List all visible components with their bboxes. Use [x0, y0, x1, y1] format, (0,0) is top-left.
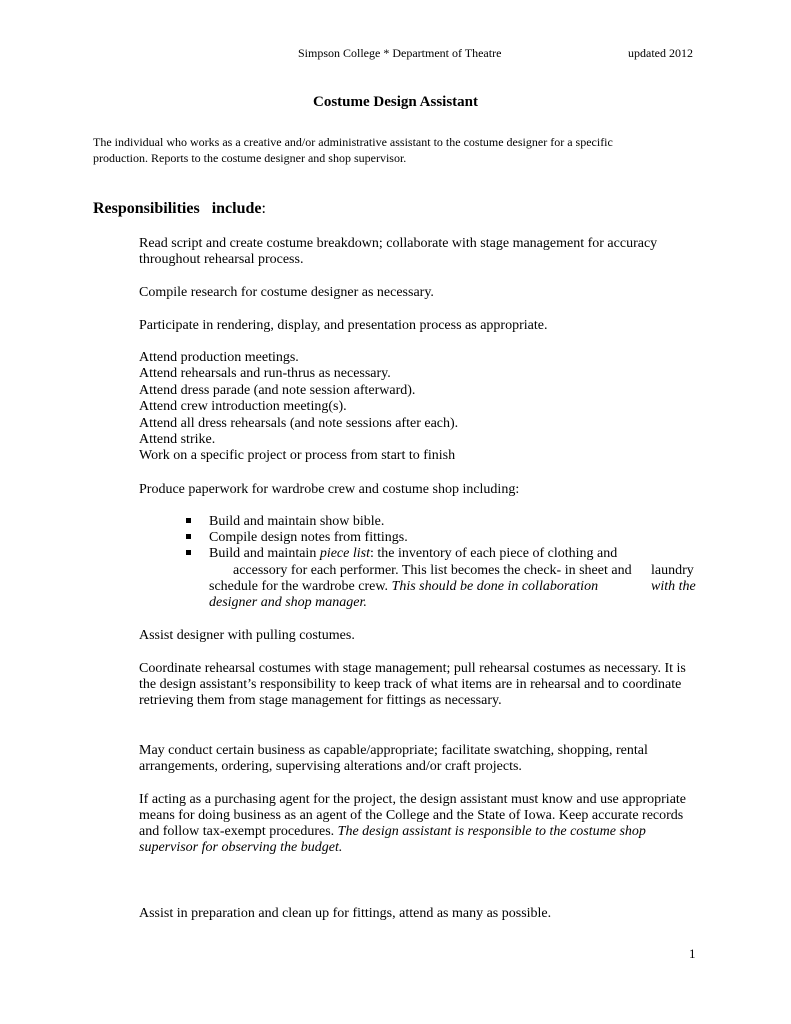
responsibilities-word: Responsibilities [93, 200, 200, 217]
bullet-square-icon [186, 550, 191, 555]
paperwork-intro: Produce paperwork for wardrobe crew and costume shop including: [139, 482, 520, 497]
participate-rendering: Participate in rendering, display, and presentation process as appropriate. [139, 318, 548, 333]
page-title: Costume Design Assistant [312, 94, 478, 110]
attend-item: Attend rehearsals and run-thrus as necessary. [139, 366, 391, 381]
business-line-1: May conduct certain business as capable/appropriate; facilitate swatching, shopping, rental [139, 743, 648, 758]
business-line-2: arrangements, ordering, supervising alterations and/or craft projects. [139, 759, 522, 774]
coordinate-line-1: Coordinate rehearsal costumes with stage management; pull rehearsal costumes as necessary. It is [139, 661, 686, 676]
purchasing-line-3-plain: and follow tax-exempt procedures. [139, 824, 338, 839]
compile-research: Compile research for costume designer as necessary. [139, 285, 434, 300]
piece-list-line-4 [209, 595, 367, 611]
piece-list-end: : the inventory of each piece of clothing and [369, 546, 618, 561]
bullet-design-notes: Compile design notes from fittings. [209, 530, 408, 545]
purchasing-line-2: means for doing business as an agent of the College and the State of Iowa. Keep accurate records [139, 808, 684, 823]
bullet-square-icon [186, 534, 191, 539]
purchasing-line-3 [139, 824, 646, 840]
purchasing-line-3-italic: The design assistant is responsible to the costume shop [337, 824, 646, 839]
attend-item: Attend strike. [139, 432, 216, 447]
piece-list-line-3-italic: This should be done in collaboration [391, 579, 599, 594]
piece-list-line-3-end-italic: with the [651, 579, 696, 594]
attend-item: Attend all dress rehearsals (and note sessions after each). [139, 416, 459, 431]
piece-list-term: piece list [319, 546, 370, 561]
header-updated: updated 2012 [628, 46, 693, 60]
page-number: 1 [689, 946, 696, 961]
script-breakdown-line-2: throughout rehearsal process. [139, 252, 304, 267]
piece-list-line-3 [209, 579, 598, 595]
attend-item: Attend production meetings. [139, 350, 299, 365]
attend-item: Work on a specific project or process from start to finish [139, 448, 456, 463]
piece-list-start: Build and maintain [209, 546, 320, 561]
include-word: include [211, 200, 262, 217]
header-institution: Simpson College * Department of Theatre [298, 46, 502, 60]
purchasing-line-4-italic: supervisor for observing the budget. [139, 840, 343, 855]
attend-item: Attend crew introduction meeting(s). [139, 399, 347, 414]
intro-line-1: The individual who works as a creative and/or administrative assistant to the costume designer for a specific [93, 135, 613, 149]
coordinate-line-2: the design assistant’s responsibility to keep track of what items are in rehearsal and to coordinate [139, 677, 682, 692]
pulling-costumes: Assist designer with pulling costumes. [139, 628, 355, 643]
piece-list-line-2: accessory for each performer. This list becomes the check- in sheet and [233, 563, 632, 578]
bullet-show-bible: Build and maintain show bible. [209, 514, 385, 529]
piece-list-line-2-end: laundry [651, 563, 694, 578]
piece-list-line-4-italic: designer and shop manager. [209, 595, 367, 610]
heading-colon: : [261, 200, 266, 217]
intro-line-2: production. Reports to the costume designer and shop supervisor. [93, 151, 407, 165]
responsibilities-heading [93, 200, 266, 218]
purchasing-line-4 [139, 840, 342, 856]
bullet-piece-list [209, 546, 617, 562]
fittings-line: Assist in preparation and clean up for fittings, attend as many as possible. [139, 906, 552, 921]
attend-item: Attend dress parade (and note session afterward). [139, 383, 416, 398]
script-breakdown-line-1: Read script and create costume breakdown; collaborate with stage management for accuracy [139, 236, 658, 251]
bullet-square-icon [186, 518, 191, 523]
piece-list-line-3-plain: schedule for the wardrobe crew. [209, 579, 392, 594]
piece-list-line-3-end [651, 579, 696, 595]
purchasing-line-1: If acting as a purchasing agent for the project, the design assistant must know and use appropriate [139, 792, 687, 807]
coordinate-line-3: retrieving them from stage management for fittings as necessary. [139, 693, 502, 708]
